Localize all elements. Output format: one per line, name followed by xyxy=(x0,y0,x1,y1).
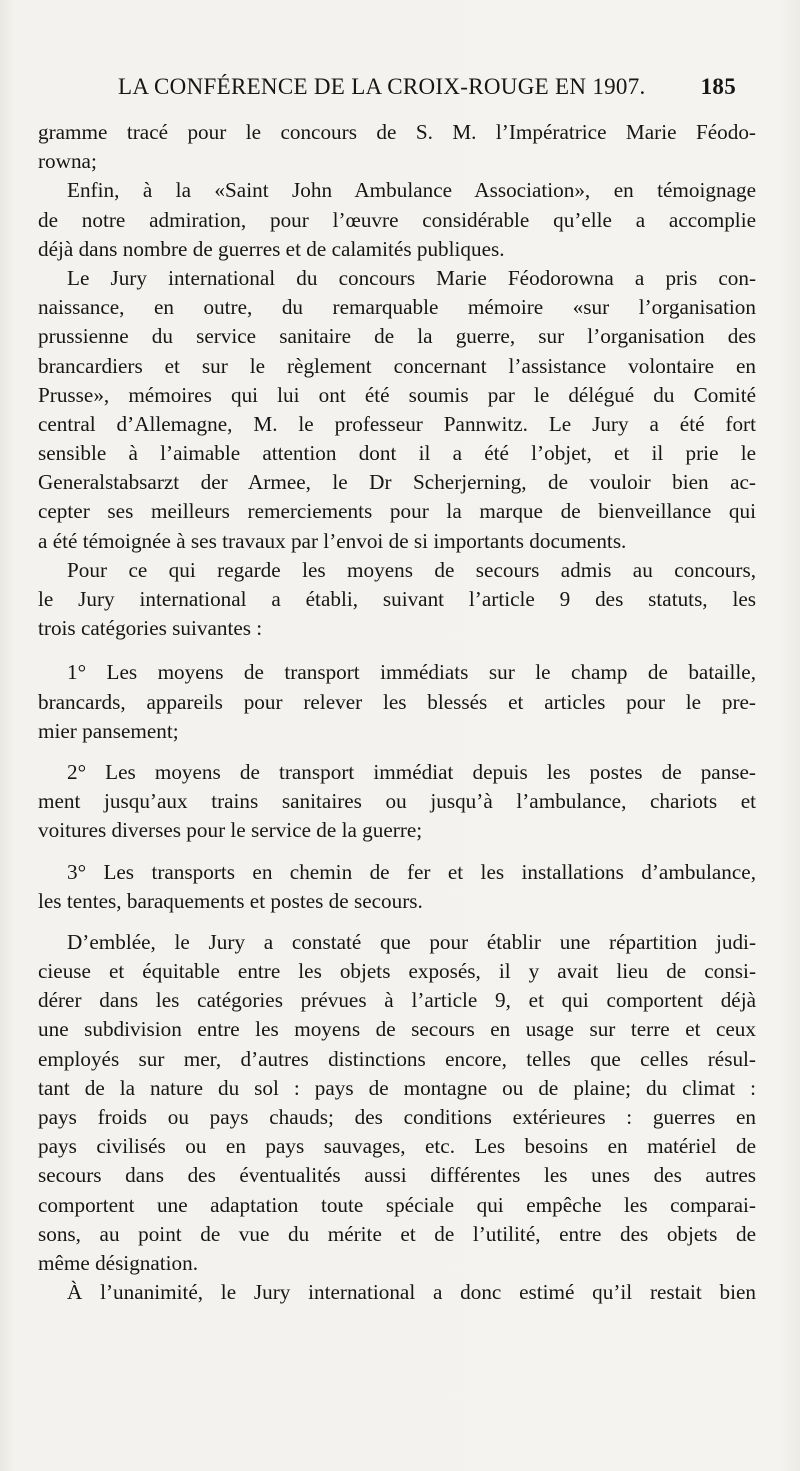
text-line: cieuse et équitable entre les objets exposés, il y avait lieu de consi- xyxy=(38,959,756,984)
text-line: D’emblée, le Jury a constaté que pour établir une répartition judi- xyxy=(67,929,756,954)
text-line: secours dans des éventualités aussi différentes les unes des autres xyxy=(38,1163,756,1188)
text-line: brancardiers et sur le règlement concernant l’assistance volontaire en xyxy=(38,353,756,378)
text-line: sensible à l’aimable attention dont il a été l’objet, et il prie le xyxy=(38,441,756,466)
text-line: pays civilisés ou en pays sauvages, etc. Les besoins en matériel de xyxy=(38,1134,756,1159)
text-line: Prusse», mémoires qui lui ont été soumis par le délégué du Comité xyxy=(38,382,756,407)
text-line: tant de la nature du sol : pays de montagne ou de plaine; du climat : xyxy=(38,1075,756,1100)
text-line: Le Jury international du concours Marie Féodorowna a pris con- xyxy=(67,265,756,290)
paragraph-gap xyxy=(38,846,756,858)
text-line: de notre admiration, pour l’œuvre considérable qu’elle a accomplie xyxy=(38,207,756,232)
text-line: le Jury international a établi, suivant l’article 9 des statuts, les xyxy=(38,587,756,611)
list-item-line: 2° Les moyens de transport immédiat depuis les postes de panse- xyxy=(67,759,756,784)
paragraph-gap xyxy=(38,746,756,758)
paragraph-gap xyxy=(38,916,756,928)
list-item-line: mier pansement; xyxy=(38,718,179,743)
text-line: Pour ce qui regarde les moyens de secours admis au concours, xyxy=(67,557,756,582)
text-line: prussienne du service sanitaire de la guerre, sur l’organisation des xyxy=(38,324,756,349)
text-line: Generalstabsarzt der Armee, le Dr Scherjerning, de vouloir bien ac- xyxy=(38,470,756,495)
paragraph-gap xyxy=(38,643,756,658)
text-line: même désignation. xyxy=(38,1250,199,1275)
list-item-line: brancards, appareils pour relever les blessés et articles pour le pre- xyxy=(38,689,756,714)
text-line: central d’Allemagne, M. le professeur Pannwitz. Le Jury a été fort xyxy=(38,411,756,436)
text-line: dérer dans les catégories prévues à l’article 9, et qui comportent déjà xyxy=(38,988,756,1013)
text-line: employés sur mer, d’autres distinctions encore, telles que celles résul- xyxy=(38,1046,756,1071)
text-line: a été témoignée à ses travaux par l’envoi de si importants documents. xyxy=(38,528,627,553)
list-item-line: 1° Les moyens de transport immédiats sur le champ de bataille, xyxy=(67,660,756,685)
text-line: gramme tracé pour le concours de S. M. l’Impératrice Marie Féodo- xyxy=(38,120,756,144)
text-line: trois catégories suivantes : xyxy=(38,616,263,641)
list-item-line: voitures diverses pour le service de la guerre; xyxy=(38,818,423,843)
page-number: 185 xyxy=(700,74,736,99)
body-text xyxy=(38,118,756,1307)
text-line: À l’unanimité, le Jury international a donc estimé qu’il restait bien xyxy=(67,1280,756,1305)
text-line: pays froids ou pays chauds; des conditions extérieures : guerres en xyxy=(38,1105,756,1129)
text-line: Enfin, à la «Saint John Ambulance Association», en témoignage xyxy=(67,178,756,203)
text-line: une subdivision entre les moyens de secours en usage sur terre et ceux xyxy=(38,1017,756,1042)
text-line: rowna; xyxy=(38,149,97,174)
list-item-line: 3° Les transports en chemin de fer et les installations d’ambulance, xyxy=(67,859,756,884)
running-title: LA CONFÉRENCE DE LA CROIX-ROUGE EN 1907. xyxy=(118,74,646,99)
text-line: sons, au point de vue du mérite et de l’utilité, entre des objets de xyxy=(38,1221,756,1246)
text-line: déjà dans nombre de guerres et de calamités publiques. xyxy=(38,236,505,261)
list-item-line: les tentes, baraquements et postes de secours. xyxy=(38,888,423,913)
text-line: naissance, en outre, du remarquable mémoire «sur l’organisation xyxy=(38,295,756,320)
text-line: comportent une adaptation toute spéciale qui empêche les comparai- xyxy=(38,1192,756,1217)
page-header xyxy=(118,74,736,108)
text-line: cepter ses meilleurs remerciements pour la marque de bienveillance qui xyxy=(38,499,756,524)
list-item-line: ment jusqu’aux trains sanitaires ou jusqu’à l’ambulance, chariots et xyxy=(38,789,756,814)
